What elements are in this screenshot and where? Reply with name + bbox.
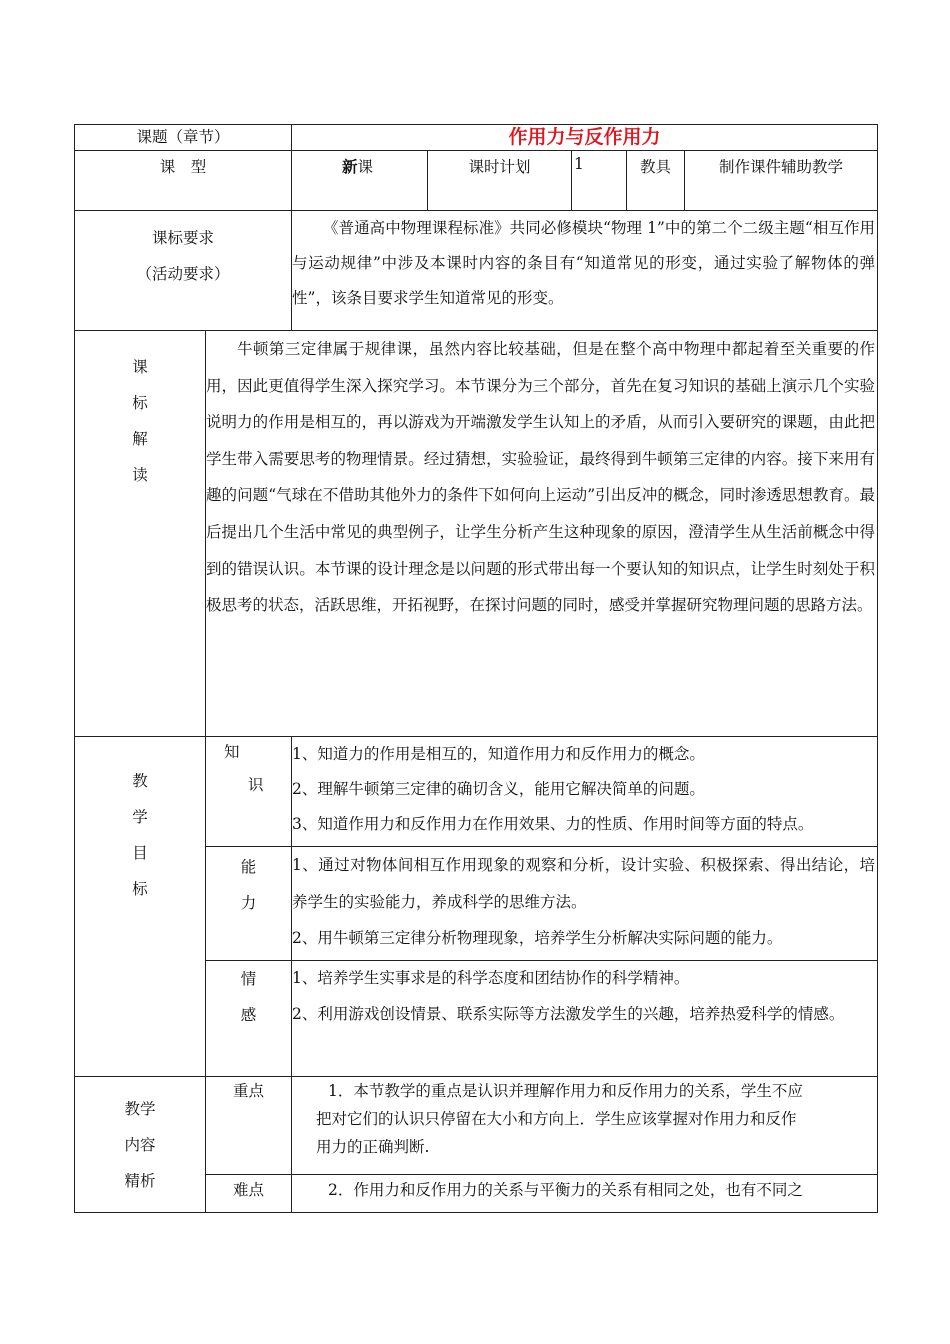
knowledge-items [292, 737, 878, 847]
topic-row [75, 125, 878, 151]
interpretation-label [75, 331, 206, 737]
standards-label [75, 211, 292, 331]
difficulty-label: 难点 [206, 1175, 292, 1213]
objectives-label-char: 教 [132, 772, 148, 790]
ability-items [292, 847, 878, 961]
ability-label [206, 847, 292, 961]
topic-title: 作用力与反作用力 [292, 125, 878, 151]
interpretation-text: 牛顿第三定律属于规律课，虽然内容比较基础，但是在整个高中物理中都起着至关重要的作用，因此更值得学生深入探究学习。本节课分为三个部分，首先在复习知识的基础上演示几个实验说明力的作用是相互的，再以游戏为开端激发学生认知上的矛盾，从而引入要研究的课题，由此把学生带入需要思考的物理情景。经过猜想，实验验证，最终得到牛顿第三定律的内容。接下来用有趣的问题“气球在不借助其他外力的条件下如何向上运动”引出反冲的概念，同时渗透思想教育。最后提出几个生活中常见的典型例子，让学生分析产生这种现象的原因，澄清学生从生活前概念中得到的错误认识。本节课的设计理念是以问题的形式带出每一个要认知的知识点，让学生时刻处于积极思考的状态，活跃思维，开拓视野，在探讨问题的同时，感受并掌握研究物理问题的思路方法。 [206, 331, 878, 737]
type-value-bold: 新 [342, 157, 358, 176]
interpretation-label-char: 解 [132, 430, 148, 448]
emotion-items [292, 961, 878, 1077]
knowledge-item: 2、理解牛顿第三定律的确切含义，能用它解决简单的问题。 [292, 780, 705, 798]
knowledge-item: 1、知道力的作用是相互的，知道作用力和反作用力的概念。 [292, 745, 705, 763]
objectives-label-char: 目 [132, 844, 148, 862]
type-value-rest: 课 [357, 158, 374, 176]
hours-label: 课时计划 [428, 151, 572, 211]
type-row [75, 151, 878, 211]
content-analysis-label-line: 教学 [124, 1100, 156, 1118]
knowledge-item: 3、知道作用力和反作用力在作用效果、力的性质、作用时间等方面的特点。 [292, 815, 814, 833]
key-points-text [292, 1077, 878, 1175]
interpretation-label-char: 读 [132, 466, 148, 484]
objectives-label-char: 标 [132, 880, 148, 898]
interpretation-label-char: 课 [132, 358, 148, 376]
knowledge-label-char: 知 [224, 743, 240, 761]
key-points-line: 1．本节教学的重点是认识并理解作用力和反作用力的关系，学生不应 [328, 1082, 803, 1100]
emotion-label-char: 感 [240, 1006, 257, 1024]
difficulty-text [292, 1175, 878, 1213]
key-points-line: 把对它们的认识只停留在大小和方向上．学生应该掌握对作用力和反作 [316, 1110, 797, 1128]
objectives-knowledge-row [75, 737, 878, 847]
ability-item: 1、通过对物体间相互作用现象的观察和分析，设计实验、积极探索、得出结论，培养学生的实验能力，养成科学的思维方法。 [292, 856, 876, 911]
emotion-item: 1、培养学生实事求是的科学态度和团结协作的科学精神。 [292, 969, 690, 987]
topic-label: 课题（章节） [75, 125, 292, 151]
lesson-plan-table [74, 124, 878, 1213]
knowledge-label-char: 识 [248, 776, 264, 794]
standards-row [75, 211, 878, 331]
key-points-row [75, 1077, 878, 1175]
standards-text: 《普通高中物理课程标准》共同必修模块“物理 1”中的第二个二级主题“相互作用与运动规律”中涉及本课时内容的条目有“知道常见的形变，通过实验了解物体的弹性”，该条目要求学生知道常见的形变。 [292, 211, 878, 331]
emotion-label [206, 961, 292, 1077]
difficulty-line: 2．作用力和反作用力的关系与平衡力的关系有相同之处，也有不同之 [328, 1181, 803, 1199]
interpretation-label-char: 标 [132, 394, 148, 412]
key-points-line: 用力的正确判断. [316, 1138, 430, 1156]
interpretation-row [75, 331, 878, 737]
objectives-label [75, 737, 206, 1077]
type-value [292, 151, 428, 211]
emotion-item: 2、利用游戏创设情景、联系实际等方法激发学生的兴趣，培养热爱科学的情感。 [292, 1004, 845, 1023]
standards-label-line2: （活动要求） [136, 265, 230, 283]
hours-value: 1 [572, 151, 627, 211]
ability-label-char: 力 [240, 894, 257, 912]
tools-value: 制作课件辅助教学 [685, 151, 878, 211]
type-label: 课 型 [75, 151, 292, 211]
ability-item: 2、用牛顿第三定律分析物理现象，培养学生分析解决实际问题的能力。 [292, 929, 783, 947]
tools-label: 教具 [627, 151, 685, 211]
knowledge-label [206, 737, 292, 847]
content-analysis-label-line: 精析 [124, 1172, 156, 1190]
content-analysis-label [75, 1077, 206, 1213]
content-analysis-label-line: 内容 [124, 1136, 156, 1154]
key-points-label: 重点 [206, 1077, 292, 1175]
objectives-label-char: 学 [132, 808, 148, 826]
standards-label-line1: 课标要求 [152, 229, 215, 247]
emotion-label-char: 情 [240, 970, 257, 988]
ability-label-char: 能 [240, 858, 257, 876]
